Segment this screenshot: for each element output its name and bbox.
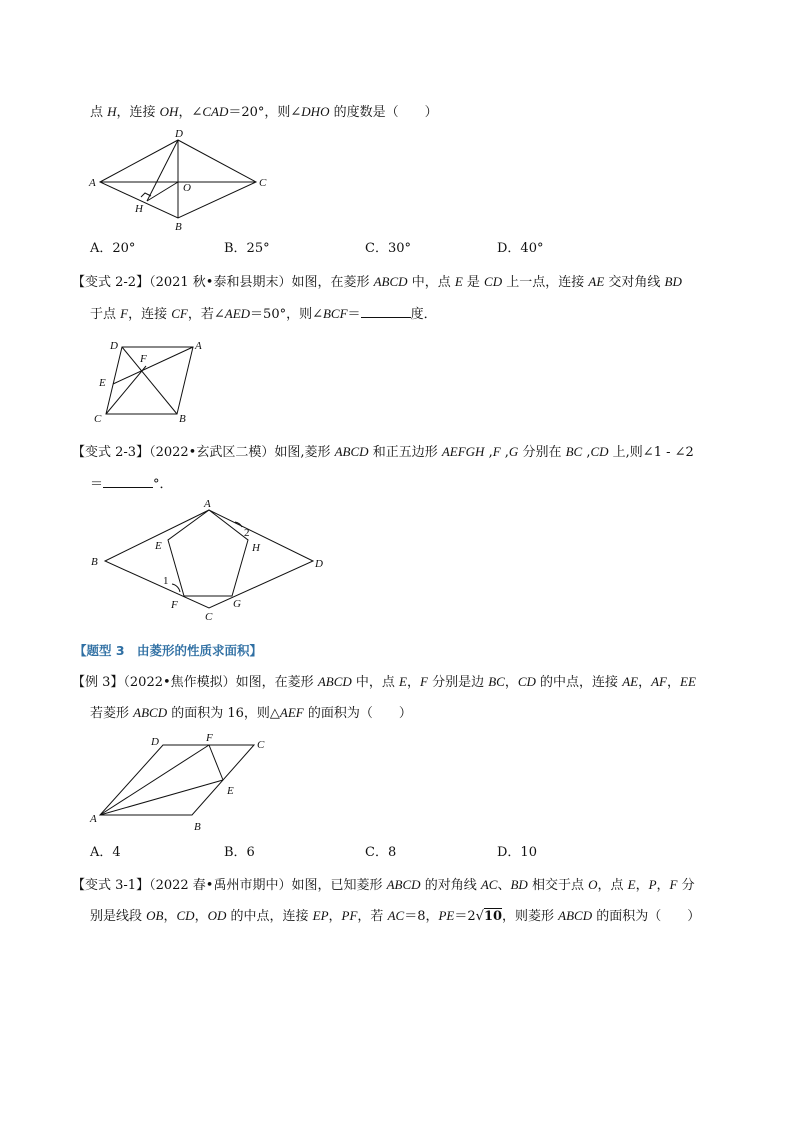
point-h: H (107, 104, 117, 119)
fig2-label-e: E (99, 377, 106, 389)
section-heading: 【题型 3 由菱形的性质求面积】 (74, 643, 263, 658)
question-2-3-line2 (90, 475, 173, 493)
question-source: （2022 春•禹州市期中） (149, 878, 292, 893)
text: 中，点 (351, 675, 400, 690)
question-source: （2022•焦作模拟） (123, 675, 236, 690)
text: ， (666, 675, 680, 690)
text: 的度数是（ ） (329, 105, 438, 120)
math: EP (312, 908, 329, 923)
option-d: D．10 (497, 845, 537, 860)
example-3-line2 (90, 705, 412, 722)
math: AE (622, 674, 639, 689)
fig3-label-f: F (171, 599, 178, 611)
text: 的中点，连接 (535, 675, 623, 690)
math: PE (438, 908, 455, 923)
figure-rhombus-aef-area (100, 745, 254, 815)
fig3-label-c: C (205, 611, 213, 623)
math: O (588, 877, 598, 892)
question-2-2-line2 (90, 305, 437, 323)
math: CD (517, 674, 536, 689)
text: ＝8， (404, 909, 439, 924)
answer-blank[interactable] (361, 305, 411, 318)
fig1-label-a: A (89, 177, 96, 189)
text: ， (638, 675, 652, 690)
math: E (454, 274, 463, 289)
text: ， (504, 675, 518, 690)
text: ，连接 (128, 307, 172, 322)
text: 相交于点 (527, 878, 589, 893)
text: °． (153, 477, 173, 492)
fig3-label-angle-2: 2 (244, 527, 250, 539)
fig4-label-b: B (194, 821, 201, 833)
math: BC (488, 674, 505, 689)
question-2-3-line1 (72, 444, 694, 461)
fig2-label-d: D (110, 340, 118, 352)
math: F (120, 306, 129, 321)
option-d: D．40° (497, 241, 544, 256)
text: 交对角线 (604, 275, 665, 290)
figure-rhombus-pentagon (105, 510, 313, 608)
fig4-label-e: E (227, 785, 234, 797)
fig3-label-h: H (252, 542, 260, 554)
example-3-line1 (72, 674, 696, 691)
text: ＝20°，则∠ (228, 105, 302, 120)
text: 点 (90, 105, 108, 120)
question-tag: 【变式 2-3】 (72, 445, 150, 460)
fig4-label-a: A (90, 813, 97, 825)
math: AF (651, 674, 667, 689)
fig1-label-o: O (183, 182, 191, 194)
math: G (508, 444, 519, 459)
question-3-1-line2 (90, 908, 700, 925)
question-3-1-line1 (72, 877, 695, 894)
angle-1-arc (172, 584, 180, 592)
math: CD (590, 444, 609, 459)
option-a: A．4 (90, 845, 121, 860)
sqrt-radicand: 10 (483, 909, 503, 924)
math: AEFGH (441, 444, 485, 459)
fig3-label-b: B (91, 556, 98, 568)
text: 上一点，连接 (502, 275, 589, 290)
text: ，∠ (178, 105, 203, 120)
fig3-label-e: E (155, 540, 162, 552)
fig3-label-a: A (204, 498, 211, 510)
math: CF (171, 306, 188, 321)
math: F (420, 674, 428, 689)
segment-ef (209, 745, 223, 780)
option-b: B．6 (224, 845, 255, 860)
math: ABCD (558, 908, 593, 923)
text: 如图,菱形 (274, 445, 335, 460)
fig4-label-f: F (206, 732, 213, 744)
fig4-label-d: D (151, 736, 159, 748)
text: 、 (497, 878, 511, 893)
math: AE (588, 274, 605, 289)
option-c: C．30° (365, 241, 411, 256)
text: ＝2 (454, 909, 476, 924)
text: 分别是边 (427, 675, 489, 690)
math: AEF (279, 705, 304, 720)
segment-ae (100, 780, 223, 815)
rhombus-outline (100, 745, 254, 815)
text: 和正五边形 (368, 445, 442, 460)
option-a: A．20° (90, 241, 136, 256)
text: 如图，在菱形 (235, 675, 318, 690)
figure-rhombus-oh (100, 140, 256, 218)
question-tag: 【变式 2-2】 (72, 275, 150, 290)
text: 如图，在菱形 (291, 275, 374, 290)
text: 若菱形 (90, 706, 134, 721)
fig4-label-c: C (257, 739, 265, 751)
fig1-label-d: D (175, 128, 183, 140)
text: ，若∠ (187, 307, 225, 322)
segment-oh: OH (159, 104, 179, 119)
segment-ae (113, 347, 193, 384)
rhombus-outline (105, 510, 313, 608)
math: AC (480, 877, 498, 892)
text: ＝ (90, 477, 104, 492)
text: ，点 (597, 878, 628, 893)
option-b: B．25° (224, 241, 270, 256)
math: E (627, 877, 636, 892)
figure-rhombus-aef (106, 347, 193, 414)
text: 是 (462, 275, 485, 290)
angle-cad: CAD (202, 104, 229, 119)
diagonal-bd (122, 347, 177, 414)
fig1-label-c: C (259, 177, 267, 189)
text: ， (163, 909, 177, 924)
math: ABCD (317, 674, 352, 689)
math: E (399, 674, 407, 689)
text: 中，点 (407, 275, 455, 290)
angle-dho: DHO (301, 104, 330, 119)
fig3-label-g: G (233, 598, 241, 610)
text: ，连接 (116, 105, 160, 120)
math: ABCD (133, 705, 168, 720)
math: CD (484, 274, 503, 289)
math: P (648, 877, 657, 892)
text: ， (406, 675, 420, 690)
fig1-label-b: B (175, 221, 182, 233)
math: PF (341, 908, 358, 923)
text: 度． (410, 307, 437, 322)
fig1-label-h: H (135, 203, 143, 215)
text: ，则菱形 (502, 909, 559, 924)
text: ， (328, 909, 342, 924)
math: ABCD (334, 444, 369, 459)
text: , (500, 445, 509, 460)
math: AED (224, 306, 251, 321)
sqrt-sign: √ (475, 909, 484, 924)
math: ABCD (386, 877, 421, 892)
fig2-label-c: C (94, 413, 102, 425)
math: BCF (322, 306, 348, 321)
math: OD (207, 908, 227, 923)
math: BD (664, 274, 682, 289)
math: EE (680, 674, 696, 689)
math: BD (510, 877, 528, 892)
math: F (492, 444, 501, 459)
text: ， (656, 878, 670, 893)
question-tag: 【例 3】 (72, 675, 124, 690)
text: ＝50°，则∠ (250, 307, 323, 322)
text: ， (194, 909, 208, 924)
text: 的对角线 (420, 878, 481, 893)
question-2-2-line1 (72, 274, 682, 291)
question-tag: 【变式 3-1】 (72, 878, 150, 893)
text: 的面积为（ ） (592, 909, 701, 924)
text: ， (635, 878, 649, 893)
text: 别是线段 (90, 909, 147, 924)
text: 分 (677, 878, 695, 893)
math: OB (146, 908, 164, 923)
math: AC (387, 908, 405, 923)
fig3-label-d: D (315, 558, 323, 570)
text: 的面积为 16，则△ (167, 706, 280, 721)
text: , (484, 445, 493, 460)
text: 的面积为（ ） (303, 706, 412, 721)
text: 如图，已知菱形 (291, 878, 387, 893)
fig3-label-angle-1: 1 (163, 575, 169, 587)
text: 的中点，连接 (226, 909, 313, 924)
math: F (669, 877, 678, 892)
text: ＝ (347, 307, 361, 322)
question-source: （2022•玄武区二模） (149, 445, 275, 460)
math: ABCD (373, 274, 408, 289)
text: , (582, 445, 591, 460)
math: BC (565, 444, 583, 459)
text: 分别在 (518, 445, 566, 460)
text: 上,则∠1 - ∠2 (608, 445, 694, 460)
text: 于点 (90, 307, 121, 322)
fig2-label-f: F (140, 353, 147, 365)
fig2-label-b: B (179, 413, 186, 425)
segment-af (100, 745, 209, 815)
text: ，若 (357, 909, 388, 924)
option-c: C．8 (365, 845, 397, 860)
fig2-label-a: A (195, 340, 202, 352)
question-source: （2021 秋•泰和县期末） (149, 275, 292, 290)
math: CD (176, 908, 195, 923)
answer-blank[interactable] (103, 475, 153, 488)
